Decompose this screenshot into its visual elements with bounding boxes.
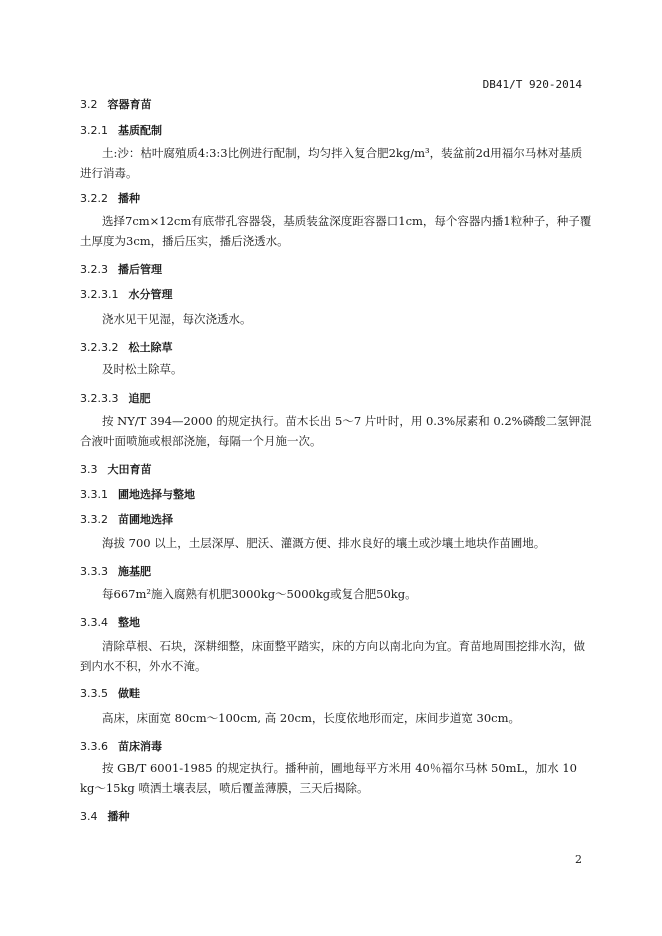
section-number: 3.3.6 — [80, 740, 108, 753]
section-title: 整地 — [118, 616, 140, 629]
section-heading-3-3-4 — [80, 614, 140, 630]
section-number: 3.3.3 — [80, 565, 108, 578]
section-number: 3.2.3.1 — [80, 288, 119, 301]
section-heading-3-3-6 — [80, 738, 162, 754]
section-title: 水分管理 — [128, 288, 173, 301]
section-number: 3.3.1 — [80, 488, 108, 501]
paragraph: 及时松土除草。 — [102, 362, 183, 376]
section-number: 3.2 — [80, 98, 98, 111]
paragraph: 海拔 700 以上，土层深厚、肥沃、灌溉方便、排水良好的壤土或沙壤土地块作苗圃地。 — [102, 536, 546, 550]
section-number: 3.3.5 — [80, 687, 108, 700]
paragraph: 每667m²施入腐熟有机肥3000kg～5000kg或复合肥50kg。 — [102, 587, 417, 601]
section-number: 3.2.3.3 — [80, 392, 119, 405]
section-title: 施基肥 — [118, 565, 151, 578]
section-heading-3-2-2 — [80, 190, 140, 206]
paragraph: 高床，床面宽 80cm～100cm, 高 20cm，长度依地形而定，床间步道宽 30cm。 — [102, 711, 521, 725]
section-heading-3-3 — [80, 461, 152, 477]
section-heading-3-2-3-2 — [80, 339, 172, 355]
section-number: 3.2.2 — [80, 192, 108, 205]
section-number: 3.4 — [80, 810, 98, 823]
section-title: 苗床消毒 — [118, 740, 162, 753]
section-title: 圃地选择与整地 — [118, 488, 195, 501]
section-heading-3-2-3 — [80, 261, 162, 277]
section-number: 3.2.1 — [80, 124, 108, 137]
section-number: 3.2.3 — [80, 263, 108, 276]
section-heading-3-3-5 — [80, 685, 140, 701]
section-heading-3-2-3-3 — [80, 390, 150, 406]
section-title: 苗圃地选择 — [118, 513, 173, 526]
section-heading-3-2 — [80, 96, 152, 112]
paragraph: 选择7cm×12cm有底带孔容器袋，基质装盆深度距容器口1cm，每个容器内播1粒种子，种子覆土厚度为3cm，播后压实，播后浇透水。 — [80, 214, 592, 248]
paragraph: 清除草根、石块，深耕细整，床面整平踏实，床的方向以南北向为宜。育苗地周围挖排水沟，做到内水不积，外水不淹。 — [80, 639, 585, 673]
section-number: 3.3 — [80, 463, 98, 476]
section-title: 追肥 — [128, 392, 151, 405]
section-heading-3-2-1 — [80, 122, 162, 138]
section-title: 播后管理 — [118, 263, 162, 276]
section-heading-3-3-2 — [80, 511, 173, 527]
section-title: 播种 — [118, 192, 140, 205]
paragraph: 土:沙：枯叶腐殖质4:3:3比例进行配制，均匀拌入复合肥2kg/m³，装盆前2d用福尔马林对基质进行消毒。 — [80, 146, 583, 180]
section-number: 3.3.2 — [80, 513, 108, 526]
document-code: DB41/T 920-2014 — [482, 78, 582, 91]
section-heading-3-3-1 — [80, 486, 195, 502]
section-title: 容器育苗 — [107, 98, 152, 111]
section-title: 大田育苗 — [107, 463, 152, 476]
section-title: 基质配制 — [118, 124, 162, 137]
section-title: 播种 — [107, 810, 130, 823]
section-title: 做畦 — [118, 687, 140, 700]
paragraph: 浇水见干见湿，每次浇透水。 — [102, 312, 252, 326]
section-number: 3.3.4 — [80, 616, 108, 629]
section-heading-3-2-3-1 — [80, 286, 172, 302]
section-title: 松土除草 — [128, 341, 173, 354]
section-number: 3.2.3.2 — [80, 341, 119, 354]
page-number: 2 — [575, 853, 582, 866]
paragraph: 按 GB/T 6001-1985 的规定执行。播种前，圃地每平方米用 40％福尔马林 50mL，加水 10 kg～15kg 喷洒土壤表层，喷后覆盖薄膜，三天后揭除。 — [80, 761, 577, 795]
section-heading-3-3-3 — [80, 563, 151, 579]
section-heading-3-4 — [80, 808, 130, 824]
paragraph: 按 NY/T 394—2000 的规定执行。苗木长出 5～7 片叶时，用 0.3%尿素和 0.2%磷酸二氢钾混合液叶面喷施或根部浇施，每隔一个月施一次。 — [80, 414, 592, 448]
